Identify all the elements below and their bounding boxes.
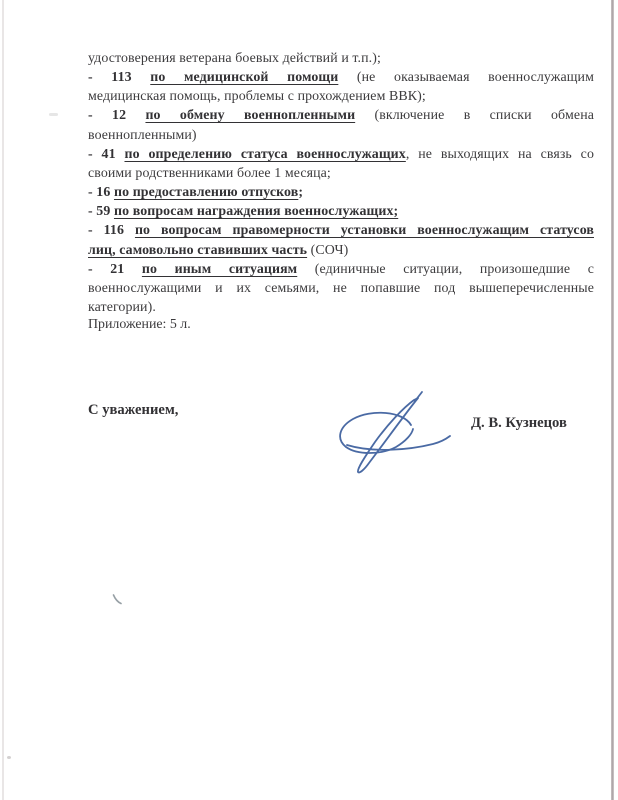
letter-text-emphasis: - 113: [88, 70, 151, 86]
letter-text-emphasis: по иным ситуациям: [141, 261, 298, 277]
letter-text-emphasis: по медицинской помощи: [150, 70, 339, 86]
letter-line: [88, 126, 594, 145]
letter-text: (единичные ситуации, произошедшие с: [297, 261, 594, 277]
letter-text-emphasis: лиц, самовольно ставивших часть: [88, 242, 308, 258]
letter-line: [88, 298, 594, 317]
letter-text: удостоверения ветерана боевых действий и т.п.);: [88, 51, 381, 66]
letter-text: , не выходящих на связь со: [405, 146, 594, 162]
closing-salutation: С уважением,: [88, 402, 179, 418]
letter-text: военнослужащими и их семьями, не попавшие под вышеперечисленные: [88, 280, 594, 296]
letter-line: [88, 87, 594, 106]
letter-text-emphasis: ;: [298, 185, 304, 201]
letter-text-emphasis: по вопросам правомерности установки военнослужащим статусов: [134, 223, 594, 239]
letter-text-emphasis: - 116: [88, 223, 135, 239]
letter-line: [88, 183, 594, 202]
handwritten-signature: [333, 389, 461, 483]
letter-line: [88, 49, 594, 68]
letter-line: [88, 241, 594, 260]
letter-text-emphasis: - 41: [88, 146, 125, 162]
signer-name: Д. В. Кузнецов: [471, 415, 567, 431]
letter-text: (СОЧ): [307, 242, 349, 258]
attachment-note: Приложение: 5 л.: [88, 317, 191, 332]
letter-text: категории).: [88, 300, 156, 316]
letter-line: [88, 106, 594, 125]
letter-text: (не оказываемая военнослужащим: [338, 70, 594, 86]
letter-text-emphasis: - 21: [88, 261, 142, 277]
letter-line: [88, 68, 594, 87]
letter-text-emphasis: - 59: [88, 204, 114, 220]
letter-line: [88, 260, 594, 279]
letter-text-emphasis: - 12: [88, 108, 146, 124]
letter-text-emphasis: по вопросам награждения военнослужащих;: [113, 204, 399, 220]
letter-text-emphasis: по обмену военнопленными: [145, 108, 356, 124]
letter-line: [88, 164, 594, 183]
scan-edge-left-artifact: [2, 0, 4, 800]
stray-pen-mark: [112, 594, 122, 605]
letter-text-emphasis: - 16: [88, 185, 114, 201]
letter-text: медицинская помощь, проблемы с прохождением ВВК);: [88, 89, 426, 105]
scan-edge-right-artifact: [611, 0, 614, 800]
letter-text: своими родственниками более 1 месяца;: [88, 165, 331, 181]
letter-text: военнопленными): [88, 127, 197, 143]
letter-line: [88, 221, 594, 240]
letter-body-text: [88, 49, 594, 317]
letter-line: [88, 145, 594, 164]
letter-text: (включение в списки обмена: [355, 108, 594, 124]
letter-line: [88, 202, 594, 221]
letter-line: [88, 279, 594, 298]
letter-text-emphasis: по определению статуса военнослужащих: [124, 146, 406, 162]
letter-text-emphasis: по предоставлению отпусков: [113, 185, 299, 201]
scan-smudge-artifact: [49, 113, 58, 116]
scan-dot-artifact: [7, 756, 11, 759]
